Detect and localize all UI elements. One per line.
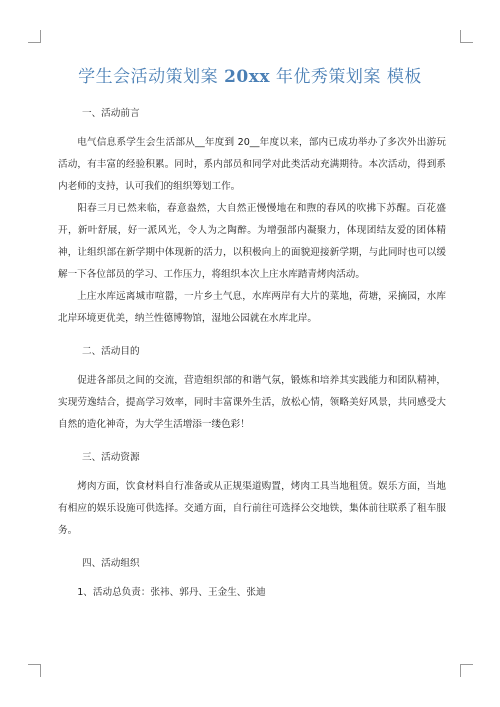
section-heading-purpose: 二、活动目的	[82, 346, 140, 357]
title-number: 20xx	[224, 67, 271, 87]
document-title	[0, 62, 500, 87]
paragraph: 上庄水库远离城市喧嚣，一片乡土气息，水库两岸有大片的菜地，荷塘，采摘园，水库北岸环境更优美，纳兰性德博物馆，湿地公园就在水库北岸。	[58, 291, 446, 324]
crop-mark-top-left	[28, 30, 41, 43]
section-heading-preface: 一、活动前言	[82, 108, 140, 119]
crop-mark-bottom-right	[460, 664, 473, 677]
list-item: 1、活动总负责：张祎、郭丹、王金生、张迪	[77, 587, 266, 598]
section-heading-organization: 四、活动组织	[82, 558, 140, 569]
paragraph: 烤肉方面，饮食材料自行准备或从正规渠道购置，烤肉工具当地租赁。娱乐方面，当地有相应的娱乐设施可供选择。交通方面，自行前往可选择公交地铁，集体前往联系了租车服务。	[58, 481, 446, 536]
document-body	[58, 104, 446, 604]
paragraph: 促进各部员之间的交流，营造组织部的和谐气氛，锻炼和培养其实践能力和团队精神，实现劳逸结合，提高学习效率，同时丰富课外生活，放松心情，领略美好风景，共同感受大自然的造化神奇，为大学生活增添一缕色彩！	[58, 375, 446, 430]
section-heading-resources: 三、活动资源	[82, 452, 140, 463]
paragraph: 电气信息系学生会生活部从__年度到 20__年度以来，部内已成功举办了多次外出游玩活动，有丰富的经验积累。同时，系内部员和同学对此类活动充满期待。本次活动，得到系内老师的支持，认可我们的组织筹划工作。	[58, 137, 446, 192]
crop-mark-top-right	[460, 30, 473, 43]
crop-mark-bottom-left	[28, 664, 41, 677]
title-suffix: 年优秀策划案 模板	[270, 67, 422, 87]
paragraph: 阳春三月已然来临，春意盎然，大自然正慢慢地在和煦的春风的吹拂下苏醒。百花盛开，新叶舒展，好一派风光，令人为之陶醉。为增强部内凝聚力，体现团结友爱的团体精神，让组织部在新学期中体现新的活力，以积极向上的面貌迎接新学期，与此同时也可以缓解一下各位部员的学习、工作压力，将组织本次上庄水库踏青烤肉活动。	[58, 203, 446, 280]
title-prefix: 学生会活动策划案	[78, 67, 225, 87]
